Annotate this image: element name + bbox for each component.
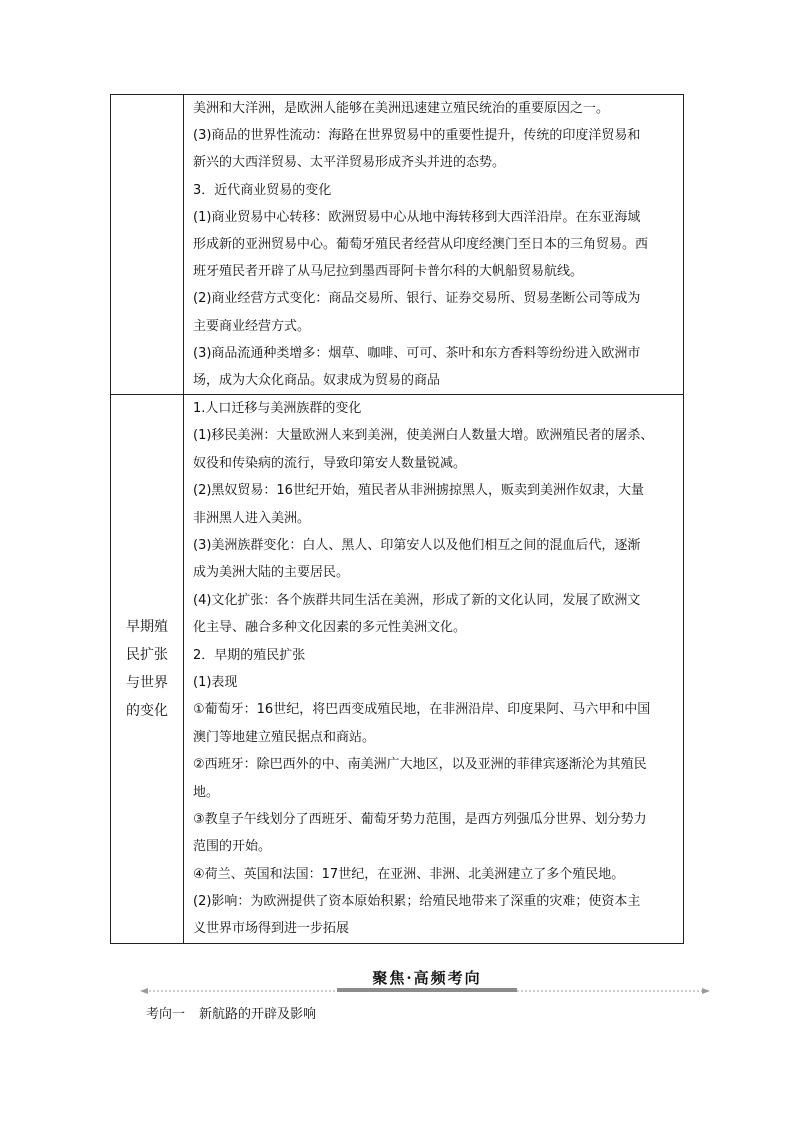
text-line: ②西班牙：除巴西外的中、南美洲广大地区，以及亚洲的菲律宾逐渐沦为其殖民 — [193, 757, 647, 773]
text-line: ④荷兰、英国和法国：17世纪，在亚洲、非洲、北美洲建立了多个殖民地。 — [193, 866, 625, 882]
text-line: (1)表现 — [193, 674, 238, 690]
text-line: (2)影响：为欧洲提供了资本原始积累；给殖民地带来了深重的灾难；使资本主 — [193, 894, 641, 910]
text-line: 3．近代商业贸易的变化 — [193, 182, 332, 198]
text-line: 主要商业经营方式。 — [193, 318, 311, 334]
arrow-left-icon — [140, 988, 148, 994]
text-line: 义世界市场得到进一步拓展 — [193, 921, 350, 937]
category-line: 与世界 — [126, 675, 168, 692]
category-cell-empty — [111, 95, 184, 395]
category-cell — [111, 395, 184, 944]
text-line: 场，成为大众化商品。奴隶成为贸易的商品 — [193, 372, 441, 388]
text-line: 奴役和传染病的流行，导致印第安人数量锐减。 — [193, 455, 467, 471]
text-line: 非洲黑人进入美洲。 — [193, 510, 311, 526]
text-line: 成为美洲大陆的主要居民。 — [193, 565, 350, 581]
arrow-right-icon — [702, 988, 710, 994]
text-line: (3)商品流通种类增多：烟草、咖啡、可可、茶叶和东方香料等纷纷进入欧洲市 — [193, 345, 641, 361]
text-line: 班牙殖民者开辟了从马尼拉到墨西哥阿卡普尔科的大帆船贸易航线。 — [193, 264, 584, 280]
category-line: 的变化 — [126, 703, 168, 720]
text-line: (3)美洲族群变化：白人、黑人、印第安人以及他们相互之间的混血后代，逐渐 — [193, 538, 641, 554]
content-table — [110, 94, 684, 944]
question-heading — [146, 1003, 316, 1022]
category-label — [111, 395, 183, 943]
text-line: 新兴的大西洋贸易、太平洋贸易形成齐头并进的态势。 — [193, 155, 506, 171]
text-line: 2．早期的殖民扩张 — [193, 647, 306, 663]
text-line: ①葡萄牙：16世纪，将巴西变成殖民地，在非洲沿岸、印度果阿、马六甲和中国 — [193, 702, 651, 718]
text-line: 1.人口迁移与美洲族群的变化 — [193, 401, 362, 417]
text-line: 澳门等地建立殖民据点和商站。 — [193, 729, 376, 745]
question-number: 考向一 — [146, 1007, 186, 1022]
text-line: 形成新的亚洲贸易中心。葡萄牙殖民者经营从印度经澳门至日本的三角贸易。西 — [193, 236, 649, 252]
text-line: 范围的开始。 — [193, 839, 272, 855]
text-line: 美洲和大洋洲，是欧洲人能够在美洲迅速建立殖民统治的重要原因之一。 — [193, 101, 610, 116]
content-cell — [184, 95, 684, 395]
question-title: 新航路的开辟及影响 — [199, 1007, 317, 1022]
table-row — [111, 95, 684, 395]
section-banner-title: 聚焦·高频考向 — [372, 969, 482, 987]
text-line: (2)商业经营方式变化：商品交易所、银行、证券交易所、贸易垄断公司等成为 — [193, 291, 641, 307]
category-line: 民扩张 — [126, 647, 168, 664]
text-line: (1)移民美洲：大量欧洲人来到美洲，使美洲白人数量大增。欧洲殖民者的屠杀、 — [193, 428, 654, 444]
content-cell — [184, 395, 684, 944]
table-row — [111, 395, 684, 944]
text-line: 化主导、融合多种文化因素的多元性美洲文化。 — [193, 620, 467, 636]
text-line: 地。 — [193, 784, 220, 800]
banner-underbar — [337, 988, 517, 992]
text-line: (3)商品的世界性流动：海路在世界贸易中的重要性提升，传统的印度洋贸易和 — [193, 128, 641, 144]
text-line: ③教皇子午线划分了西班牙、葡萄牙势力范围，是西方列强瓜分世界、划分势力 — [193, 811, 647, 827]
text-line: (2)黑奴贸易：16世纪开始，殖民者从非洲掳掠黑人，贩卖到美洲作奴隶，大量 — [193, 483, 644, 499]
text-line: (1)商业贸易中心转移：欧洲贸易中心从地中海转移到大西洋沿岸。在东亚海域 — [193, 209, 641, 225]
category-line: 早期殖 — [126, 619, 168, 636]
text-line: (4)文化扩张：各个族群共同生活在美洲，形成了新的文化认同，发展了欧洲文 — [193, 592, 641, 608]
